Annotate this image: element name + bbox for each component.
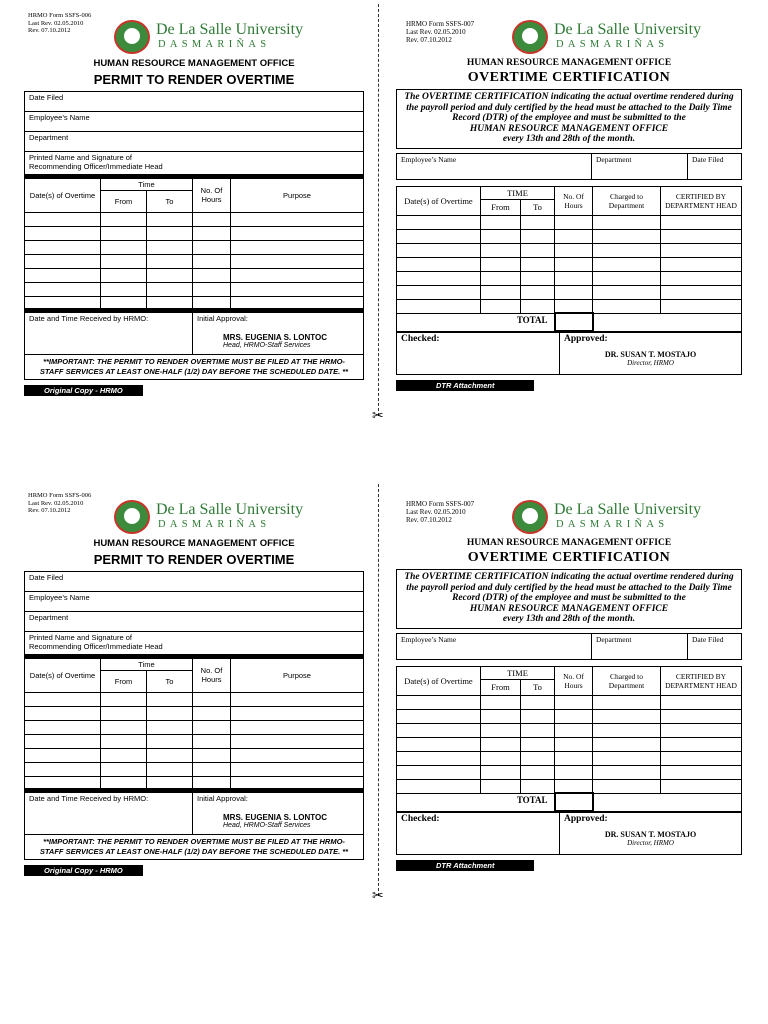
- university-logo: [112, 18, 304, 56]
- department-field[interactable]: Department: [592, 633, 688, 659]
- university-seal-icon: [114, 20, 150, 54]
- copy-label: Original Copy - HRMO: [24, 385, 143, 396]
- col-from: From: [101, 190, 147, 212]
- table-row[interactable]: [397, 709, 742, 723]
- university-name: De La Salle University: [554, 21, 702, 38]
- col-to: To: [521, 679, 555, 695]
- form-title: OVERTIME CERTIFICATION: [467, 550, 671, 565]
- table-row[interactable]: [25, 720, 364, 734]
- permit-fields: [24, 571, 364, 658]
- university-seal-icon: [512, 20, 548, 54]
- col-time: Time: [101, 178, 193, 190]
- col-to: To: [147, 190, 193, 212]
- total-label: TOTAL: [397, 793, 555, 811]
- university-campus: DASMARIÑAS: [556, 519, 669, 530]
- employee-name-field[interactable]: Employee’s Name: [397, 633, 592, 659]
- total-hours-field[interactable]: [555, 313, 593, 331]
- table-row[interactable]: [397, 723, 742, 737]
- approver-name: MRS. EUGENIA S. LONTOC: [223, 333, 328, 342]
- form-meta: HRMO Form SSFS-007 Last Rev. 02.05.2010 Rev. 07.10.2012: [406, 500, 475, 524]
- department-field[interactable]: Department: [25, 132, 364, 152]
- col-purpose: Purpose: [231, 178, 364, 212]
- university-logo: [510, 498, 702, 536]
- table-row[interactable]: [397, 285, 742, 299]
- director-name: DR. SUSAN T. MOSTAJO: [604, 830, 697, 839]
- form-meta: HRMO Form SSFS-006 Last Rev. 02.05.2010 Rev. 07.10.2012: [28, 492, 92, 514]
- table-row[interactable]: [25, 268, 364, 282]
- table-row[interactable]: [25, 706, 364, 720]
- col-to: To: [521, 199, 555, 215]
- checked-field[interactable]: Checked:: [397, 333, 560, 375]
- university-logo: [510, 18, 702, 56]
- approver-name: MRS. EUGENIA S. LONTOC: [223, 813, 328, 822]
- university-name: De La Salle University: [156, 21, 304, 38]
- table-row[interactable]: [25, 296, 364, 310]
- date-filed-field[interactable]: Date Filed: [25, 572, 364, 592]
- attachment-label: DTR Attachment: [396, 860, 534, 871]
- university-seal-icon: [114, 500, 150, 534]
- director-title: Director, HRMO: [627, 359, 674, 367]
- date-filed-field[interactable]: Date Filed: [688, 633, 742, 659]
- department-field[interactable]: Department: [25, 612, 364, 632]
- director-title: Director, HRMO: [627, 839, 674, 847]
- initial-approval[interactable]: Initial Approval: MRS. EUGENIA S. LONTOC Head, HRMO-Staff Services: [193, 793, 364, 835]
- form-meta: HRMO Form SSFS-007 Last Rev. 02.05.2010 Rev. 07.10.2012: [406, 20, 475, 44]
- col-to: To: [147, 670, 193, 692]
- table-row[interactable]: [397, 271, 742, 285]
- cert-fields: [396, 633, 742, 660]
- col-certified: CERTIFIED BY DEPARTMENT HEAD: [661, 666, 742, 695]
- university-campus: DASMARIÑAS: [158, 39, 271, 50]
- employee-name-field[interactable]: Employee’s Name: [397, 153, 592, 179]
- cert-approval-block: [396, 812, 742, 855]
- table-row[interactable]: [397, 257, 742, 271]
- received-by-hrmo[interactable]: Date and Time Received by HRMO:: [25, 313, 193, 355]
- cert-approval-block: [396, 332, 742, 375]
- attachment-label: DTR Attachment: [396, 380, 534, 391]
- office-name: HUMAN RESOURCE MANAGEMENT OFFICE: [93, 538, 295, 549]
- university-campus: DASMARIÑAS: [556, 39, 669, 50]
- col-dates: Date(s) of Overtime: [397, 186, 481, 215]
- table-row[interactable]: [25, 762, 364, 776]
- received-by-hrmo[interactable]: Date and Time Received by HRMO:: [25, 793, 193, 835]
- col-hours: No. Of Hours: [193, 658, 231, 692]
- university-name: De La Salle University: [554, 501, 702, 518]
- cut-line: [378, 484, 379, 896]
- table-row[interactable]: [397, 215, 742, 229]
- university-logo: [112, 498, 304, 536]
- employee-name-field[interactable]: Employee’s Name: [25, 112, 364, 132]
- important-note: **IMPORTANT: THE PERMIT TO RENDER OVERTIME MUST BE FILED AT THE HRMO-STAFF SERVICES AT LEAST ONE-HALF (1/2) DAY BEFORE THE SCHEDULED DATE. **: [25, 835, 364, 860]
- col-dates: Date(s) of Overtime: [25, 658, 101, 692]
- cert-fields: [396, 153, 742, 180]
- recommending-officer-field[interactable]: Printed Name and Signature of Recommending Officer/Immediate Head: [25, 152, 364, 176]
- form-title: PERMIT TO RENDER OVERTIME: [93, 72, 295, 87]
- col-charged: Charged to Department: [593, 666, 661, 695]
- certification-instructions: The OVERTIME CERTIFICATION indicating the actual overtime rendered during the payroll period and duly certified by the head must be attached to the Daily Time Record (DTR) of the employee and must be submitted to the HUMAN RESOURCE MANAGEMENT OFFICE every 13th and 28th of the month.: [396, 89, 742, 149]
- table-row[interactable]: [25, 776, 364, 790]
- col-dates: Date(s) of Overtime: [397, 666, 481, 695]
- approved-field[interactable]: Approved: DR. SUSAN T. MOSTAJO Director, HRMO: [560, 333, 742, 375]
- permit-fields: [24, 91, 364, 178]
- office-name: HUMAN RESOURCE MANAGEMENT OFFICE: [466, 58, 672, 68]
- table-row[interactable]: [397, 229, 742, 243]
- scissors-icon: ✂: [372, 408, 384, 424]
- approver-title: Head, HRMO-Staff Services: [223, 822, 311, 829]
- date-filed-field[interactable]: Date Filed: [688, 153, 742, 179]
- approved-field[interactable]: Approved: DR. SUSAN T. MOSTAJO Director, HRMO: [560, 813, 742, 855]
- certification-instructions: The OVERTIME CERTIFICATION indicating the actual overtime rendered during the payroll period and duly certified by the head must be attached to the Daily Time Record (DTR) of the employee and must be submitted to the HUMAN RESOURCE MANAGEMENT OFFICE every 13th and 28th of the month.: [396, 569, 742, 629]
- table-row[interactable]: [25, 748, 364, 762]
- cut-line: [378, 4, 379, 416]
- overtime-table: [396, 186, 742, 333]
- scissors-icon: ✂: [372, 888, 384, 904]
- table-row[interactable]: [25, 282, 364, 296]
- employee-name-field[interactable]: Employee’s Name: [25, 592, 364, 612]
- approval-block: [24, 792, 364, 860]
- col-hours: No. Of Hours: [555, 666, 593, 695]
- certification-form: [396, 480, 742, 873]
- table-row[interactable]: [25, 692, 364, 706]
- col-hours: No. Of Hours: [193, 178, 231, 212]
- form-set-bottom: [0, 480, 768, 960]
- approver-title: Head, HRMO-Staff Services: [223, 342, 311, 349]
- form-meta: HRMO Form SSFS-006 Last Rev. 02.05.2010 Rev. 07.10.2012: [28, 12, 92, 34]
- checked-field[interactable]: Checked:: [397, 813, 560, 855]
- university-seal-icon: [512, 500, 548, 534]
- certification-form: [396, 0, 742, 393]
- permit-form: [24, 0, 364, 398]
- initial-approval[interactable]: Initial Approval: MRS. EUGENIA S. LONTOC Head, HRMO-Staff Services: [193, 313, 364, 355]
- table-row[interactable]: [397, 695, 742, 709]
- copy-label: Original Copy - HRMO: [24, 865, 143, 876]
- recommending-officer-field[interactable]: Printed Name and Signature of Recommending Officer/Immediate Head: [25, 632, 364, 656]
- department-field[interactable]: Department: [592, 153, 688, 179]
- table-row[interactable]: [397, 299, 742, 313]
- form-set-top: [0, 0, 768, 480]
- university-name: De La Salle University: [156, 501, 304, 518]
- overtime-table: [396, 666, 742, 813]
- form-title: PERMIT TO RENDER OVERTIME: [93, 552, 295, 567]
- approval-block: [24, 312, 364, 380]
- col-from: From: [481, 679, 521, 695]
- table-row[interactable]: [25, 254, 364, 268]
- table-row[interactable]: [25, 240, 364, 254]
- table-row[interactable]: [397, 765, 742, 779]
- office-name: HUMAN RESOURCE MANAGEMENT OFFICE: [93, 58, 295, 69]
- col-certified: CERTIFIED BY DEPARTMENT HEAD: [661, 186, 742, 215]
- table-row[interactable]: [397, 751, 742, 765]
- table-row[interactable]: [25, 734, 364, 748]
- col-time: TIME: [481, 666, 555, 679]
- col-charged: Charged to Department: [593, 186, 661, 215]
- office-name: HUMAN RESOURCE MANAGEMENT OFFICE: [466, 538, 672, 548]
- table-row[interactable]: [25, 212, 364, 226]
- table-row[interactable]: [25, 226, 364, 240]
- col-from: From: [481, 199, 521, 215]
- total-hours-field[interactable]: [555, 793, 593, 811]
- col-purpose: Purpose: [231, 658, 364, 692]
- overtime-table: [24, 178, 364, 313]
- permit-form: [24, 480, 364, 878]
- overtime-table: [24, 658, 364, 793]
- col-hours: No. Of Hours: [555, 186, 593, 215]
- university-campus: DASMARIÑAS: [158, 519, 271, 530]
- col-dates: Date(s) of Overtime: [25, 178, 101, 212]
- director-name: DR. SUSAN T. MOSTAJO: [604, 350, 697, 359]
- total-label: TOTAL: [397, 313, 555, 331]
- table-row[interactable]: [397, 243, 742, 257]
- col-time: TIME: [481, 186, 555, 199]
- table-row[interactable]: [397, 779, 742, 793]
- col-time: Time: [101, 658, 193, 670]
- table-row[interactable]: [397, 737, 742, 751]
- form-title: OVERTIME CERTIFICATION: [467, 70, 671, 85]
- date-filed-field[interactable]: Date Filed: [25, 92, 364, 112]
- col-from: From: [101, 670, 147, 692]
- important-note: **IMPORTANT: THE PERMIT TO RENDER OVERTIME MUST BE FILED AT THE HRMO-STAFF SERVICES AT LEAST ONE-HALF (1/2) DAY BEFORE THE SCHEDULED DATE. **: [25, 355, 364, 380]
